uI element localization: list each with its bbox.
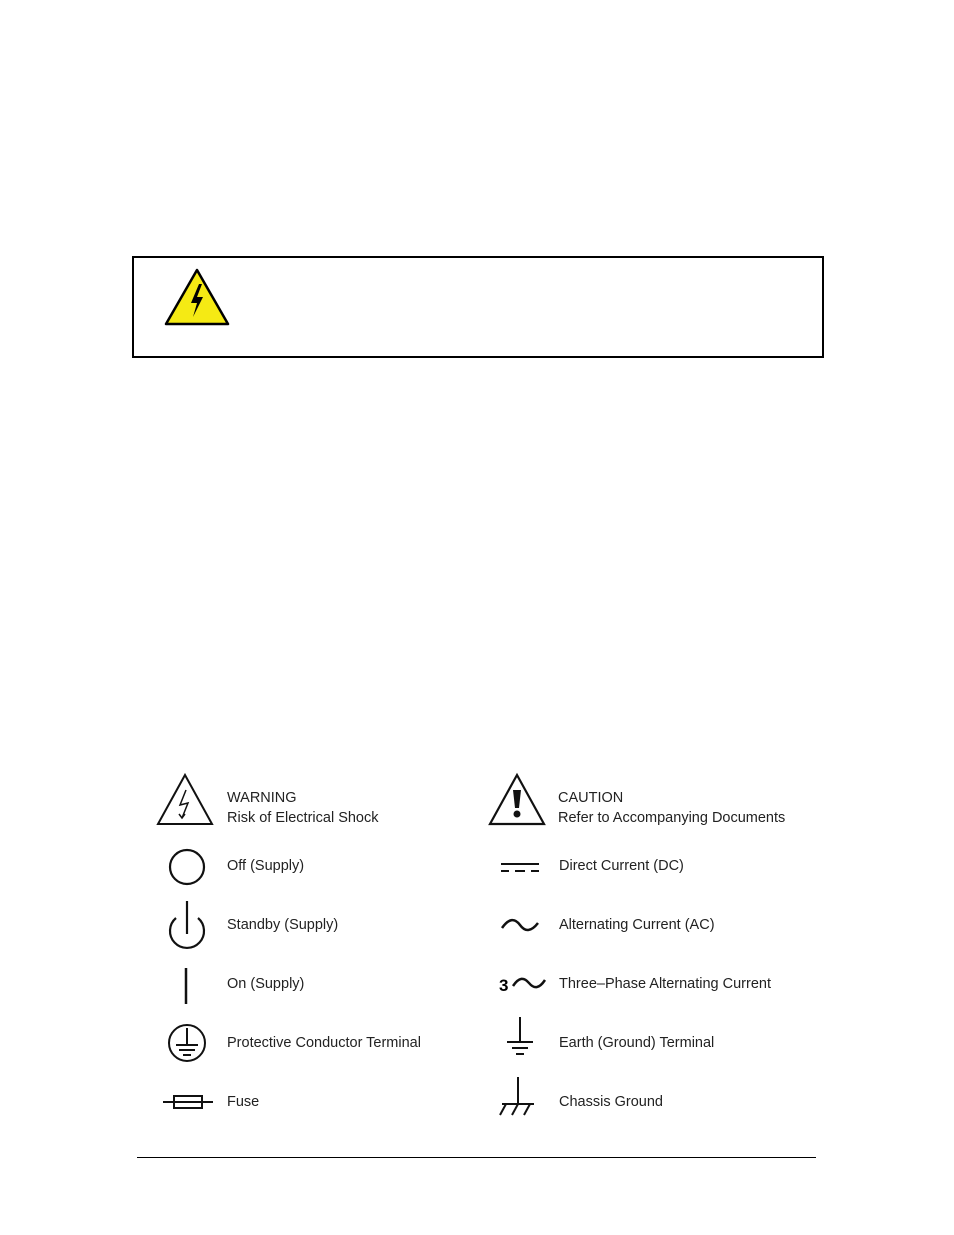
on-supply-icon <box>180 966 192 1006</box>
chassis-ground-icon <box>496 1076 540 1118</box>
electrical-hazard-icon <box>163 267 231 327</box>
fuse-icon <box>162 1092 214 1112</box>
alternating-current-label: Alternating Current (AC) <box>559 917 715 933</box>
direct-current-icon <box>499 860 541 876</box>
protective-conductor-label: Protective Conductor Terminal <box>227 1035 421 1051</box>
standby-supply-icon <box>166 898 208 954</box>
warning-box <box>132 256 824 358</box>
warning-shock-icon <box>155 772 215 828</box>
direct-current-label: Direct Current (DC) <box>559 858 684 874</box>
fuse-label: Fuse <box>227 1094 260 1110</box>
on-supply-label: On (Supply) <box>227 976 305 992</box>
earth-ground-icon <box>503 1016 537 1058</box>
three-phase-ac-icon <box>511 975 547 993</box>
standby-supply-label: Standby (Supply) <box>227 917 339 933</box>
footer-rule <box>137 1157 816 1158</box>
caution-label: CAUTION Refer to Accompanying Documents <box>558 790 786 826</box>
off-supply-label: Off (Supply) <box>227 858 305 874</box>
off-supply-icon <box>167 847 207 887</box>
caution-icon <box>487 772 547 828</box>
warning-label: WARNING Risk of Electrical Shock <box>227 790 379 826</box>
three-phase-ac-label: Three–Phase Alternating Current <box>559 976 771 992</box>
earth-ground-label: Earth (Ground) Terminal <box>559 1035 715 1051</box>
alternating-current-icon <box>500 917 540 935</box>
three-phase-numeral: 3 <box>499 976 509 995</box>
protective-conductor-icon <box>166 1022 208 1064</box>
chassis-ground-label: Chassis Ground <box>559 1094 663 1110</box>
